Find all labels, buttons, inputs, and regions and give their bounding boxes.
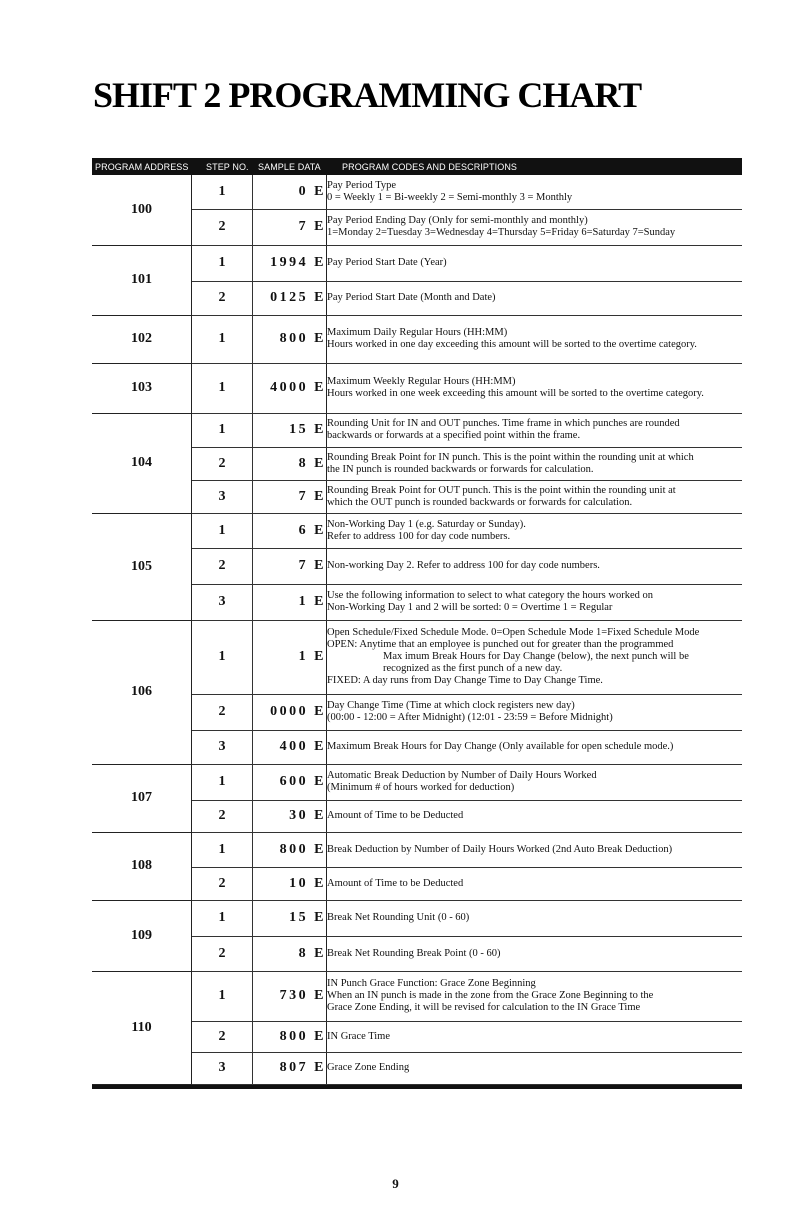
table-row <box>92 971 742 1021</box>
description-line: Non-working Day 2. Refer to address 100 for day code numbers. <box>327 560 600 571</box>
program-address: 106 <box>92 620 192 764</box>
step-number: 1 <box>192 245 253 281</box>
step-number: 1 <box>192 513 253 548</box>
table-row <box>92 900 742 936</box>
description-line: Non-Working Day 1 (e.g. Saturday or Sunday). <box>327 518 526 530</box>
header-program-codes: PROGRAM CODES AND DESCRIPTIONS <box>342 161 518 172</box>
description-line: Break Net Rounding Break Point (0 - 60) <box>327 947 501 959</box>
description-line: Amount of Time to be Deducted <box>327 810 464 821</box>
sample-data: 400 E <box>253 730 327 764</box>
description <box>327 315 743 363</box>
description <box>327 209 743 245</box>
description-line: (00:00 - 12:00 = After Midnight) (12:01 - 23:59 = Before Midnight) <box>327 712 613 723</box>
description <box>327 548 743 584</box>
table-row <box>92 175 742 209</box>
step-number: 1 <box>192 764 253 800</box>
description-line: OPEN: Anytime that an employee is punched out for greater than the programmed <box>327 639 674 650</box>
bottom-rule <box>92 1085 742 1089</box>
description-line: FIXED: A day runs from Day Change Time to Day Change Time. <box>327 675 603 686</box>
description-line: (Minimum # of hours worked for deduction) <box>327 782 515 793</box>
step-number: 1 <box>192 315 253 363</box>
description <box>327 936 743 971</box>
sample-data: 8 E <box>253 936 327 971</box>
program-address: 109 <box>92 900 192 971</box>
table-header <box>92 158 742 175</box>
description-line: Non-Working Day 1 and 2 will be sorted: 0 = Overtime 1 = Regular <box>327 602 613 613</box>
sample-data: 600 E <box>253 764 327 800</box>
description-line: Use the following information to select to what category the hours worked on <box>327 590 654 601</box>
description <box>327 245 743 281</box>
description-line: the IN punch is rounded backwards or forwards for calculation. <box>327 463 594 475</box>
description-line: Maximum Break Hours for Day Change (Only available for open schedule mode.) <box>327 741 674 752</box>
description-line: Open Schedule/Fixed Schedule Mode. 0=Open Schedule Mode 1=Fixed Schedule Mode <box>327 627 700 638</box>
step-number: 2 <box>192 694 253 730</box>
sample-data: 730 E <box>253 971 327 1021</box>
step-number: 3 <box>192 480 253 513</box>
description-line: Pay Period Start Date (Year) <box>327 257 447 268</box>
table-row <box>92 413 742 447</box>
description-line: Hours worked in one day exceeding this amount will be sorted to the overtime category. <box>327 339 697 350</box>
description-line: 1=Monday 2=Tuesday 3=Wednesday 4=Thursday 5=Friday 6=Saturday 7=Sunday <box>327 227 676 238</box>
description-line: Refer to address 100 for day code numbers. <box>327 530 511 542</box>
description-line: Pay Period Type <box>327 179 397 191</box>
description-line: backwards or forwards at a specified point within the frame. <box>327 430 581 441</box>
sample-data: 1 E <box>253 620 327 694</box>
description-line: Grace Zone Ending <box>327 1062 410 1073</box>
description <box>327 175 743 209</box>
step-number: 2 <box>192 936 253 971</box>
step-number: 1 <box>192 971 253 1021</box>
table-row <box>92 363 742 413</box>
description-line: Amount of Time to be Deducted <box>327 877 464 889</box>
description-line: Max imum Break Hours for Day Change (below), the next punch will be <box>383 651 689 662</box>
table-row <box>92 764 742 800</box>
description <box>327 832 743 867</box>
description-line: Pay Period Ending Day (Only for semi-monthly and monthly) <box>327 215 588 226</box>
sample-data: 15 E <box>253 900 327 936</box>
step-number: 3 <box>192 730 253 764</box>
sample-data: 7 E <box>253 480 327 513</box>
sample-data: 15 E <box>253 413 327 447</box>
description-line: Maximum Daily Regular Hours (HH:MM) <box>327 327 508 338</box>
step-number: 2 <box>192 867 253 900</box>
description <box>327 1052 743 1084</box>
description <box>327 694 743 730</box>
description-line: Rounding Break Point for IN punch. This is the point within the rounding unit at which <box>327 451 694 463</box>
description <box>327 800 743 832</box>
step-number: 2 <box>192 548 253 584</box>
description <box>327 447 743 480</box>
step-number: 2 <box>192 209 253 245</box>
program-address: 110 <box>92 971 192 1084</box>
step-number: 1 <box>192 363 253 413</box>
sample-data: 800 E <box>253 832 327 867</box>
step-number: 2 <box>192 447 253 480</box>
description-line: Pay Period Start Date (Month and Date) <box>327 292 496 303</box>
description-line: Break Net Rounding Unit (0 - 60) <box>327 912 470 923</box>
description <box>327 971 743 1021</box>
header-program-address: PROGRAM ADDRESS <box>95 161 189 172</box>
description-line: 0 = Weekly 1 = Bi-weekly 2 = Semi-monthly 3 = Monthly <box>327 191 573 203</box>
chart-body <box>92 175 742 1085</box>
program-address: 103 <box>92 363 192 413</box>
description-line: recognized as the first punch of a new day. <box>383 663 563 674</box>
sample-data: 0000 E <box>253 694 327 730</box>
description-line: Hours worked in one week exceeding this amount will be sorted to the overtime category. <box>327 388 704 399</box>
step-number: 1 <box>192 900 253 936</box>
program-address: 107 <box>92 764 192 832</box>
sample-data: 800 E <box>253 1021 327 1052</box>
description-line: Automatic Break Deduction by Number of Daily Hours Worked <box>327 770 597 781</box>
description-line: When an IN punch is made in the zone from the Grace Zone Beginning to the <box>327 990 654 1001</box>
step-number: 2 <box>192 800 253 832</box>
sample-data: 807 E <box>253 1052 327 1084</box>
program-address: 104 <box>92 413 192 513</box>
step-number: 2 <box>192 1021 253 1052</box>
description <box>327 281 743 315</box>
program-address: 101 <box>92 245 192 315</box>
sample-data: 0125 E <box>253 281 327 315</box>
sample-data: 10 E <box>253 867 327 900</box>
program-address: 102 <box>92 315 192 363</box>
program-address: 100 <box>92 175 192 245</box>
table-row <box>92 620 742 694</box>
step-number: 1 <box>192 620 253 694</box>
description-line: Rounding Unit for IN and OUT punches. Time frame in which punches are rounded <box>327 418 680 429</box>
table-row <box>92 315 742 363</box>
description-line: which the OUT punch is rounded backwards or forwards for calculation. <box>327 496 633 508</box>
description <box>327 900 743 936</box>
header-sample-data: SAMPLE DATA <box>258 161 321 172</box>
description <box>327 867 743 900</box>
table-row <box>92 832 742 867</box>
description <box>327 584 743 620</box>
table-row <box>92 245 742 281</box>
step-number: 1 <box>192 832 253 867</box>
description-line: Rounding Break Point for OUT punch. This is the point within the rounding unit at <box>327 484 676 496</box>
description <box>327 730 743 764</box>
sample-data: 7 E <box>253 548 327 584</box>
table-row <box>92 513 742 548</box>
description-line: IN Punch Grace Function: Grace Zone Beginning <box>327 978 536 989</box>
description <box>327 620 743 694</box>
page-number: 9 <box>392 1176 399 1191</box>
programming-chart <box>92 158 742 1089</box>
step-number: 1 <box>192 413 253 447</box>
description-line: Day Change Time (Time at which clock registers new day) <box>327 700 575 711</box>
description <box>327 363 743 413</box>
description <box>327 480 743 513</box>
header-step-no: STEP NO. <box>206 161 249 172</box>
description <box>327 413 743 447</box>
description <box>327 764 743 800</box>
step-number: 3 <box>192 584 253 620</box>
program-address: 108 <box>92 832 192 900</box>
sample-data: 1994 E <box>253 245 327 281</box>
sample-data: 0 E <box>253 175 327 209</box>
step-number: 2 <box>192 281 253 315</box>
sample-data: 7 E <box>253 209 327 245</box>
description-line: Break Deduction by Number of Daily Hours Worked (2nd Auto Break Deduction) <box>327 843 673 855</box>
step-number: 1 <box>192 175 253 209</box>
step-number: 3 <box>192 1052 253 1084</box>
program-address: 105 <box>92 513 192 620</box>
description-line: Maximum Weekly Regular Hours (HH:MM) <box>327 376 516 387</box>
sample-data: 8 E <box>253 447 327 480</box>
description-line: Grace Zone Ending, it will be revised for calculation to the IN Grace Time <box>327 1002 641 1013</box>
description <box>327 513 743 548</box>
sample-data: 800 E <box>253 315 327 363</box>
sample-data: 30 E <box>253 800 327 832</box>
sample-data: 6 E <box>253 513 327 548</box>
description-line: IN Grace Time <box>327 1030 390 1042</box>
sample-data: 1 E <box>253 584 327 620</box>
description <box>327 1021 743 1052</box>
page-title: SHIFT 2 PROGRAMMING CHART <box>93 75 642 115</box>
sample-data: 4000 E <box>253 363 327 413</box>
